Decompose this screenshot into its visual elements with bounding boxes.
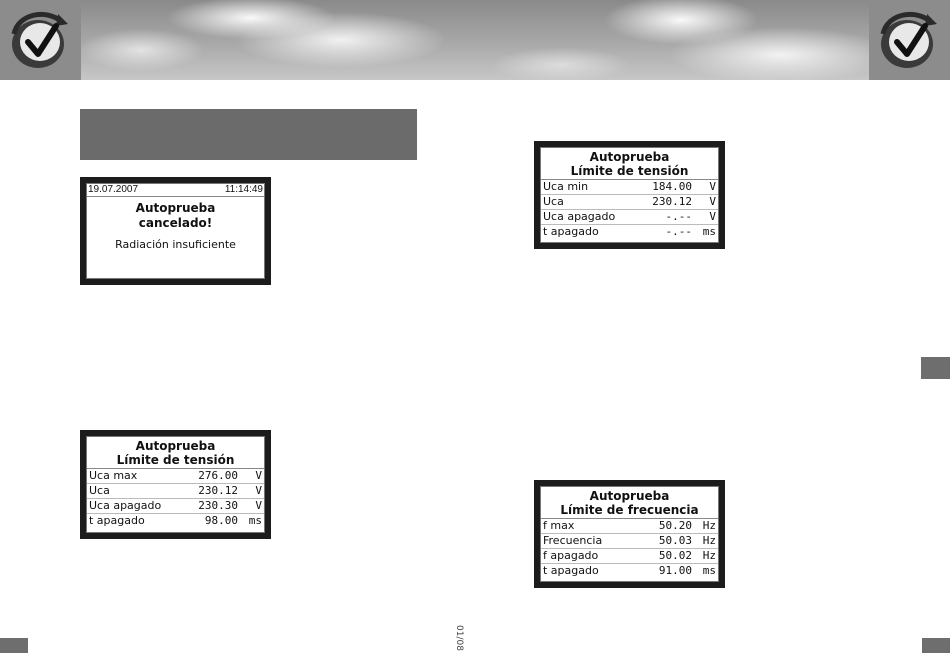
row-unit: V	[255, 484, 262, 497]
row-label: f apagado	[543, 549, 599, 562]
row-value: 50.02	[658, 549, 692, 562]
header-banner	[0, 0, 950, 80]
row-unit: V	[709, 210, 716, 223]
lcd-titles	[87, 437, 264, 469]
lcd-display	[540, 147, 719, 243]
lcd-row	[87, 484, 264, 499]
row-unit: V	[255, 469, 262, 482]
lcd-title-line2: cancelado!	[138, 216, 213, 230]
lcd-screen-cancelled	[80, 177, 271, 285]
sky-clouds-image	[81, 0, 869, 80]
lcd-title-line2: Límite de tensión	[116, 453, 235, 467]
lcd-row	[87, 514, 264, 528]
row-unit: Hz	[702, 519, 716, 532]
row-value: 98.00	[204, 514, 238, 527]
lcd-row	[541, 225, 718, 239]
logo-left	[0, 0, 81, 80]
row-label: t apagado	[543, 225, 599, 238]
lcd-row	[87, 499, 264, 514]
row-value: -.--	[665, 225, 692, 238]
lcd-row	[541, 210, 718, 225]
lcd-row	[541, 549, 718, 564]
lcd-display	[540, 486, 719, 582]
row-label: Uca min	[543, 180, 589, 193]
lcd-title-line2: Límite de frecuencia	[560, 503, 699, 517]
row-label: f max	[543, 519, 575, 532]
lcd-title-line1: Autoprueba	[135, 201, 216, 215]
row-unit: V	[709, 195, 716, 208]
lcd-row	[541, 519, 718, 534]
lcd-date: 19.07.2007	[88, 184, 139, 195]
lcd-title-line2: Límite de tensión	[570, 164, 689, 178]
row-unit: V	[255, 499, 262, 512]
lcd-screen-frequency	[534, 480, 725, 588]
row-unit: Hz	[702, 534, 716, 547]
row-label: Frecuencia	[543, 534, 603, 547]
row-label: t apagado	[89, 514, 145, 527]
chapter-tab-marker	[921, 357, 950, 379]
row-value: 184.00	[652, 180, 692, 193]
row-unit: V	[709, 180, 716, 193]
lcd-title-line1: Autoprueba	[135, 439, 216, 453]
row-label: Uca apagado	[89, 499, 162, 512]
section-heading-bar	[80, 109, 417, 160]
lcd-display	[86, 183, 265, 279]
row-unit: ms	[702, 564, 716, 577]
row-unit: Hz	[702, 549, 716, 562]
page-corner-tab-left	[0, 638, 28, 653]
row-label: Uca	[543, 195, 564, 208]
logo-right	[869, 0, 950, 80]
lcd-row	[541, 564, 718, 578]
lcd-display	[86, 436, 265, 533]
lcd-time: 11:14:49	[224, 184, 263, 195]
row-value: 230.30	[198, 499, 238, 512]
lcd-row	[541, 534, 718, 549]
row-label: Uca apagado	[543, 210, 616, 223]
row-unit: ms	[248, 514, 262, 527]
lcd-screen-voltage-max	[80, 430, 271, 539]
lcd-title-line1: Autoprueba	[589, 489, 670, 503]
row-value: 230.12	[198, 484, 238, 497]
row-value: 230.12	[652, 195, 692, 208]
row-value: -.--	[665, 210, 692, 223]
row-label: t apagado	[543, 564, 599, 577]
lcd-title-line1: Autoprueba	[589, 150, 670, 164]
row-unit: ms	[702, 225, 716, 238]
page-corner-tab-right	[922, 638, 950, 653]
row-label: Uca max	[89, 469, 138, 482]
lcd-row	[87, 469, 264, 484]
lcd-screen-voltage-min	[534, 141, 725, 249]
row-value: 91.00	[658, 564, 692, 577]
row-value: 276.00	[198, 469, 238, 482]
row-value: 50.20	[658, 519, 692, 532]
footer-code: 01/08	[453, 625, 464, 651]
lcd-titles	[541, 148, 718, 180]
row-label: Uca	[89, 484, 110, 497]
lcd-titles	[541, 487, 718, 519]
lcd-status-line	[87, 184, 264, 197]
lcd-reason: Radiación insuficiente	[115, 238, 236, 251]
checkmark-logo-icon	[875, 4, 943, 76]
lcd-row	[541, 195, 718, 210]
lcd-row	[541, 180, 718, 195]
row-value: 50.03	[658, 534, 692, 547]
checkmark-logo-icon	[6, 4, 74, 76]
